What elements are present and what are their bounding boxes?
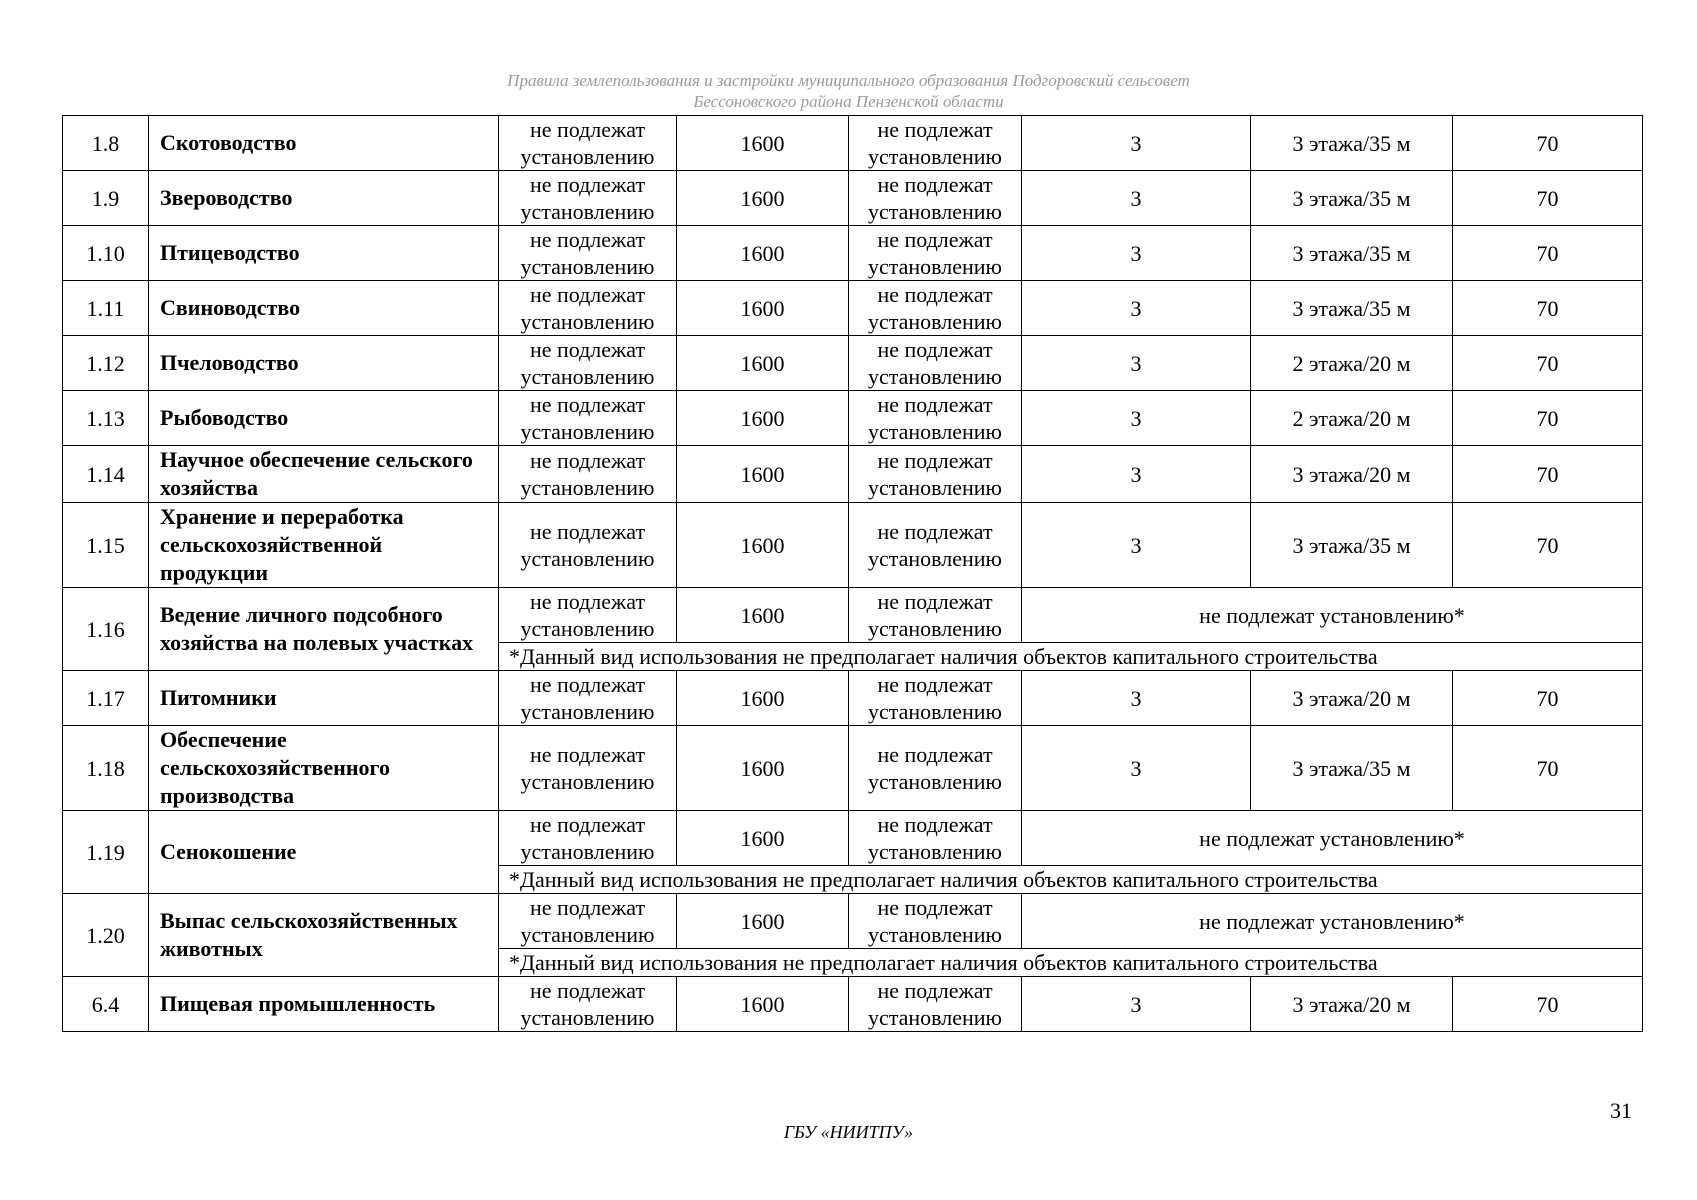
table-row <box>63 391 1643 446</box>
row-code: 1.9 <box>63 171 149 226</box>
table-row <box>63 726 1643 811</box>
row-name: Хранение и переработка сельскохозяйственной продукции <box>149 503 499 588</box>
row-setback: 3 <box>1022 726 1251 811</box>
row-indent: не подлежат установлению <box>849 171 1022 226</box>
row-setback: 3 <box>1022 116 1251 171</box>
row-coverage: 70 <box>1453 671 1643 726</box>
row-name: Пищевая промышленность <box>149 977 499 1032</box>
row-code: 1.11 <box>63 281 149 336</box>
row-code: 1.18 <box>63 726 149 811</box>
row-indent: не подлежат установлению <box>849 811 1022 866</box>
row-name: Пчеловодство <box>149 336 499 391</box>
row-min-size: не подлежат установлению <box>499 894 677 949</box>
document-header <box>0 70 1697 112</box>
row-merged-params: не подлежат установлению* <box>1022 588 1643 643</box>
row-code: 1.10 <box>63 226 149 281</box>
row-code: 1.19 <box>63 811 149 894</box>
row-code: 1.8 <box>63 116 149 171</box>
row-coverage: 70 <box>1453 446 1643 503</box>
row-height: 3 этажа/20 м <box>1251 446 1453 503</box>
row-name: Рыбоводство <box>149 391 499 446</box>
document-footer: ГБУ «НИИТПУ» <box>783 1122 914 1142</box>
row-min-size: не подлежат установлению <box>499 671 677 726</box>
row-height: 3 этажа/35 м <box>1251 726 1453 811</box>
row-min-size: не подлежат установлению <box>499 977 677 1032</box>
row-coverage: 70 <box>1453 171 1643 226</box>
land-use-table <box>62 115 1643 1032</box>
row-setback: 3 <box>1022 391 1251 446</box>
row-setback: 3 <box>1022 446 1251 503</box>
table-row <box>63 226 1643 281</box>
row-coverage: 70 <box>1453 336 1643 391</box>
row-max-size: 1600 <box>677 811 849 866</box>
row-setback: 3 <box>1022 671 1251 726</box>
row-coverage: 70 <box>1453 391 1643 446</box>
row-max-size: 1600 <box>677 503 849 588</box>
row-coverage: 70 <box>1453 503 1643 588</box>
row-max-size: 1600 <box>677 226 849 281</box>
table-row <box>63 503 1643 588</box>
page-number: 31 <box>1610 1098 1632 1123</box>
row-name: Научное обеспечение сельского хозяйства <box>149 446 499 503</box>
row-note: *Данный вид использования не предполагает наличия объектов капитального строительства <box>499 866 1643 894</box>
row-max-size: 1600 <box>677 446 849 503</box>
row-name: Птицеводство <box>149 226 499 281</box>
row-height: 2 этажа/20 м <box>1251 336 1453 391</box>
row-max-size: 1600 <box>677 391 849 446</box>
row-max-size: 1600 <box>677 671 849 726</box>
row-height: 3 этажа/35 м <box>1251 116 1453 171</box>
row-setback: 3 <box>1022 503 1251 588</box>
row-height: 2 этажа/20 м <box>1251 391 1453 446</box>
row-name: Скотоводство <box>149 116 499 171</box>
table-row <box>63 588 1643 643</box>
row-coverage: 70 <box>1453 226 1643 281</box>
row-min-size: не подлежат установлению <box>499 588 677 643</box>
row-min-size: не подлежат установлению <box>499 336 677 391</box>
row-name: Выпас сельскохозяйственных животных <box>149 894 499 977</box>
row-max-size: 1600 <box>677 894 849 949</box>
row-code: 1.13 <box>63 391 149 446</box>
row-indent: не подлежат установлению <box>849 226 1022 281</box>
row-code: 1.16 <box>63 588 149 671</box>
row-name: Сенокошение <box>149 811 499 894</box>
row-max-size: 1600 <box>677 336 849 391</box>
row-code: 1.20 <box>63 894 149 977</box>
row-min-size: не подлежат установлению <box>499 446 677 503</box>
row-min-size: не подлежат установлению <box>499 171 677 226</box>
row-max-size: 1600 <box>677 977 849 1032</box>
row-note: *Данный вид использования не предполагает наличия объектов капитального строительства <box>499 949 1643 977</box>
table-row <box>63 811 1643 866</box>
row-name: Питомники <box>149 671 499 726</box>
row-merged-params: не подлежат установлению* <box>1022 811 1643 866</box>
header-line-1: Правила землепользования и застройки муниципального образования Подгоровский сельсовет <box>507 71 1190 90</box>
row-indent: не подлежат установлению <box>849 446 1022 503</box>
row-setback: 3 <box>1022 226 1251 281</box>
row-max-size: 1600 <box>677 171 849 226</box>
row-indent: не подлежат установлению <box>849 503 1022 588</box>
row-name: Обеспечение сельскохозяйственного производства <box>149 726 499 811</box>
table-row <box>63 977 1643 1032</box>
row-max-size: 1600 <box>677 726 849 811</box>
row-max-size: 1600 <box>677 588 849 643</box>
row-code: 6.4 <box>63 977 149 1032</box>
row-code: 1.17 <box>63 671 149 726</box>
row-height: 3 этажа/35 м <box>1251 281 1453 336</box>
row-name: Ведение личного подсобного хозяйства на полевых участках <box>149 588 499 671</box>
row-note: *Данный вид использования не предполагает наличия объектов капитального строительства <box>499 643 1643 671</box>
row-setback: 3 <box>1022 281 1251 336</box>
row-height: 3 этажа/35 м <box>1251 503 1453 588</box>
row-setback: 3 <box>1022 336 1251 391</box>
row-indent: не подлежат установлению <box>849 894 1022 949</box>
row-height: 3 этажа/20 м <box>1251 671 1453 726</box>
row-code: 1.15 <box>63 503 149 588</box>
row-max-size: 1600 <box>677 116 849 171</box>
row-max-size: 1600 <box>677 281 849 336</box>
row-merged-params: не подлежат установлению* <box>1022 894 1643 949</box>
row-indent: не подлежат установлению <box>849 588 1022 643</box>
row-coverage: 70 <box>1453 726 1643 811</box>
table-row <box>63 671 1643 726</box>
row-min-size: не подлежат установлению <box>499 391 677 446</box>
row-indent: не подлежат установлению <box>849 726 1022 811</box>
row-coverage: 70 <box>1453 281 1643 336</box>
row-name: Звероводство <box>149 171 499 226</box>
row-name: Свиноводство <box>149 281 499 336</box>
row-coverage: 70 <box>1453 116 1643 171</box>
table-row <box>63 894 1643 949</box>
row-setback: 3 <box>1022 171 1251 226</box>
table-row <box>63 171 1643 226</box>
row-indent: не подлежат установлению <box>849 281 1022 336</box>
row-indent: не подлежат установлению <box>849 336 1022 391</box>
table-row <box>63 116 1643 171</box>
row-indent: не подлежат установлению <box>849 671 1022 726</box>
row-min-size: не подлежат установлению <box>499 726 677 811</box>
row-coverage: 70 <box>1453 977 1643 1032</box>
row-height: 3 этажа/35 м <box>1251 226 1453 281</box>
header-line-2: Бессоновского района Пензенской области <box>693 92 1004 111</box>
table-row <box>63 446 1643 503</box>
row-min-size: не подлежат установлению <box>499 281 677 336</box>
row-indent: не подлежат установлению <box>849 977 1022 1032</box>
row-height: 3 этажа/35 м <box>1251 171 1453 226</box>
row-height: 3 этажа/20 м <box>1251 977 1453 1032</box>
row-min-size: не подлежат установлению <box>499 226 677 281</box>
row-indent: не подлежат установлению <box>849 116 1022 171</box>
row-code: 1.12 <box>63 336 149 391</box>
row-code: 1.14 <box>63 446 149 503</box>
row-indent: не подлежат установлению <box>849 391 1022 446</box>
row-min-size: не подлежат установлению <box>499 503 677 588</box>
table-row <box>63 281 1643 336</box>
row-setback: 3 <box>1022 977 1251 1032</box>
row-min-size: не подлежат установлению <box>499 116 677 171</box>
table-row <box>63 336 1643 391</box>
row-min-size: не подлежат установлению <box>499 811 677 866</box>
